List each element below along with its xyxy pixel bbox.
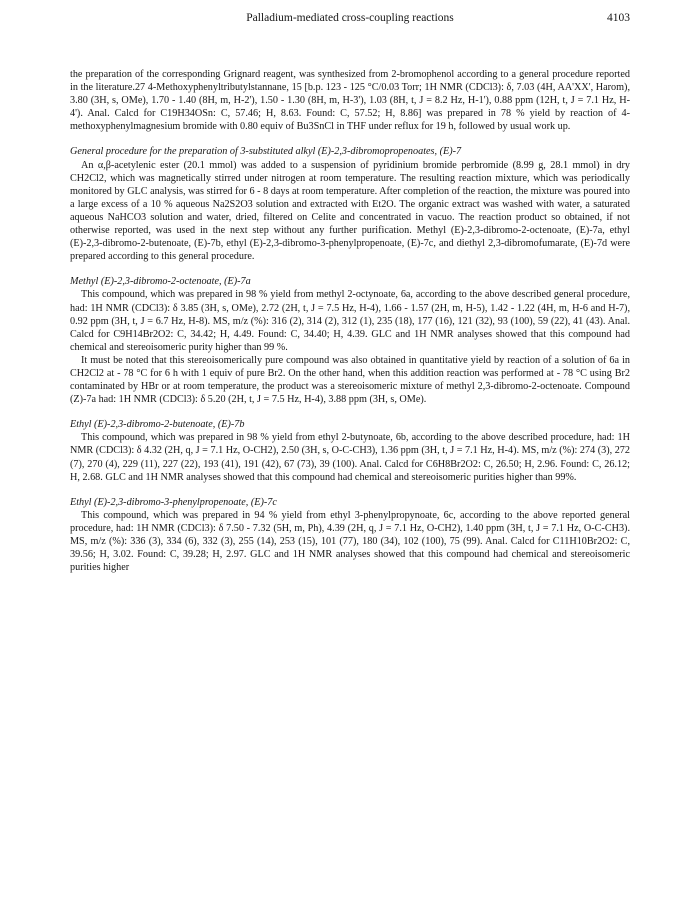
heading-compound-7b: Ethyl (E)-2,3-dibromo-2-butenoate, (E)-7b xyxy=(70,419,245,431)
heading-compound-7c: Ethyl (E)-2,3-dibromo-3-phenylpropenoate, (E)-7c xyxy=(70,496,277,508)
page-body xyxy=(70,68,630,574)
paragraph-compound-7b: This compound, which was prepared in 98 % yield from ethyl 2-butynoate, 6b, according to the above described procedure, had: 1H NMR (CDCl3): δ 4.32 (2H, q, J = 7.1 Hz, O-CH2), 2.50 (3H, s, O-C-CH3), 1.36 ppm (3H, t, J = 7.1 Hz, H-4). MS, m/z (%): 274 (3), 272 (7), 270 (4), 229 (11), 227 (22), 193 (41), 191 (42), 67 (73), 39 (100). Anal. Calcd for C6H8Br2O2: C, 26.50; H, 2.96. Found: C, 26.12; H, 2.68. GLC and 1H NMR analyses showed that this compound had chemical and stereoisomeric purities higher than 99%. xyxy=(70,432,630,483)
paragraph-compound-7a-note: It must be noted that this stereoisomerically pure compound was also obtained in quantitative yield by reaction of a solution of 6a in CH2Cl2 at - 78 °C for 6 h with 1 equiv of pure Br2. On the other hand, when this addition reaction was performed at - 78 °C using Br2 contaminated by HBr or at room temperature, the product was a stereoisomeric mixture of methyl 2,3-dibromo-2-octenoate. Compound (Z)-7a had: 1H NMR (CDCl3): δ 5.20 (2H, t, J = 7.5 Hz, H-4), 3.88 ppm (3H, s, OMe). xyxy=(70,354,630,406)
running-header xyxy=(70,12,630,32)
page-number: 4103 xyxy=(607,12,630,24)
running-title: Palladium-mediated cross-coupling reactions xyxy=(246,12,454,24)
paragraph-general-procedure: An α,β-acetylenic ester (20.1 mmol) was added to a suspension of pyridinium bromide perbromide (8.99 g, 28.1 mmol) in dry CH2Cl2, which was magnetically stirred under nitrogen at room temperature. The resulting reaction mixture, which was periodically monitored by GLC analysis, was stirred for 6 - 8 days at room temperature. After completion of the reaction, the mixture was poured into a large excess of a 10 % aqueous Na2S2O3 solution and extracted with Et2O. The organic extract was washed with water, a saturated aqueous NaHCO3 solution and water, dried, filtered on Celite and concentrated in vacuo. The reaction product so obtained, if not otherwise reported, was used in the next step without any further purification. Methyl (E)-2,3-dibromo-2-octenoate, (E)-7a, ethyl (E)-2,3-dibromo-2-butenoate, (E)-7b, ethyl (E)-2,3-dibromo-3-phenylpropenoate, (E)-7c, and diethyl 2,3-dibromofumarate, (E)-7d were prepared according to this general procedure. xyxy=(70,159,630,263)
paragraph-compound-7a: This compound, which was prepared in 98 % yield from methyl 2-octynoate, 6a, according to the above described general procedure, had: 1H NMR (CDCl3): δ 3.85 (3H, s, OMe), 2.72 (2H, t, J = 7.5 Hz, H-4), 1.66 - 1.57 (2H, m, H-5), 1.42 - 1.22 (4H, m, H-6 and H-7), 0.92 ppm (3H, t, J = 6.7 Hz, H-8). MS, m/z (%): 316 (2), 314 (2), 312 (1), 235 (18), 177 (16), 121 (32), 93 (100), 59 (22), 41 (43). Anal. Calcd for C9H14Br2O2: C, 34.42; H, 4.49. Found: C, 34.40; H, 4.39. GLC and 1H NMR analyses showed that this compound had chemical and stereoisomeric purity higher than 99 %. xyxy=(70,289,630,353)
heading-compound-7a: Methyl (E)-2,3-dibromo-2-octenoate, (E)-7a xyxy=(70,276,251,288)
heading-general-procedure: General procedure for the preparation of 3-substituted alkyl (E)-2,3-dibromopropenoates, (E)-7 xyxy=(70,146,462,158)
paragraph-compound-7c: This compound, which was prepared in 94 % yield from ethyl 3-phenylpropynoate, 6c, according to the above reported general procedure, had: 1H NMR (CDCl3): δ 7.50 - 7.32 (5H, m, Ph), 4.39 (2H, q, J = 7.1 Hz, O-CH2), 1.40 ppm (3H, t, J = 7.1 Hz, O-C-CH3). MS, m/z (%): 336 (3), 334 (6), 332 (3), 255 (14), 253 (15), 101 (77), 180 (34), 102 (100), 75 (99). Anal. Calcd for C11H10Br2O2: C, 39.56; H, 3.02. Found: C, 39.28; H, 2.97. GLC and 1H NMR analyses showed that this compound had chemical and stereoisomeric purities higher xyxy=(70,509,630,574)
paragraph-grignard: the preparation of the corresponding Grignard reagent, was synthesized from 2-bromophenol according to a general procedure reported in the literature.27 4-Methoxyphenyltributylstannane, 15 [b.p. 123 - 125 °C/0.03 Torr; 1H NMR (CDCl3): δ, 7.03 (4H, AA'XX', Harom), 3.80 (3H, s, OMe), 1.70 - 1.40 (8H, m, H-2'), 1.50 - 1.30 (8H, m, H-3'), 1.03 (8H, t, J = 8.2 Hz, H-1'), 0.88 ppm (12H, t, J = 7.1 Hz, H-4'). Anal. Calcd for C19H34OSn: C, 57.46; H, 8.63. Found: C, 57.52; H, 8.86] was prepared in 78 % yield by reaction of 4-methoxyphenylmagnesium bromide with 0.80 equiv of Bu3SnCl in THF under reflux for 19 h, followed by usual work up. xyxy=(70,69,630,133)
